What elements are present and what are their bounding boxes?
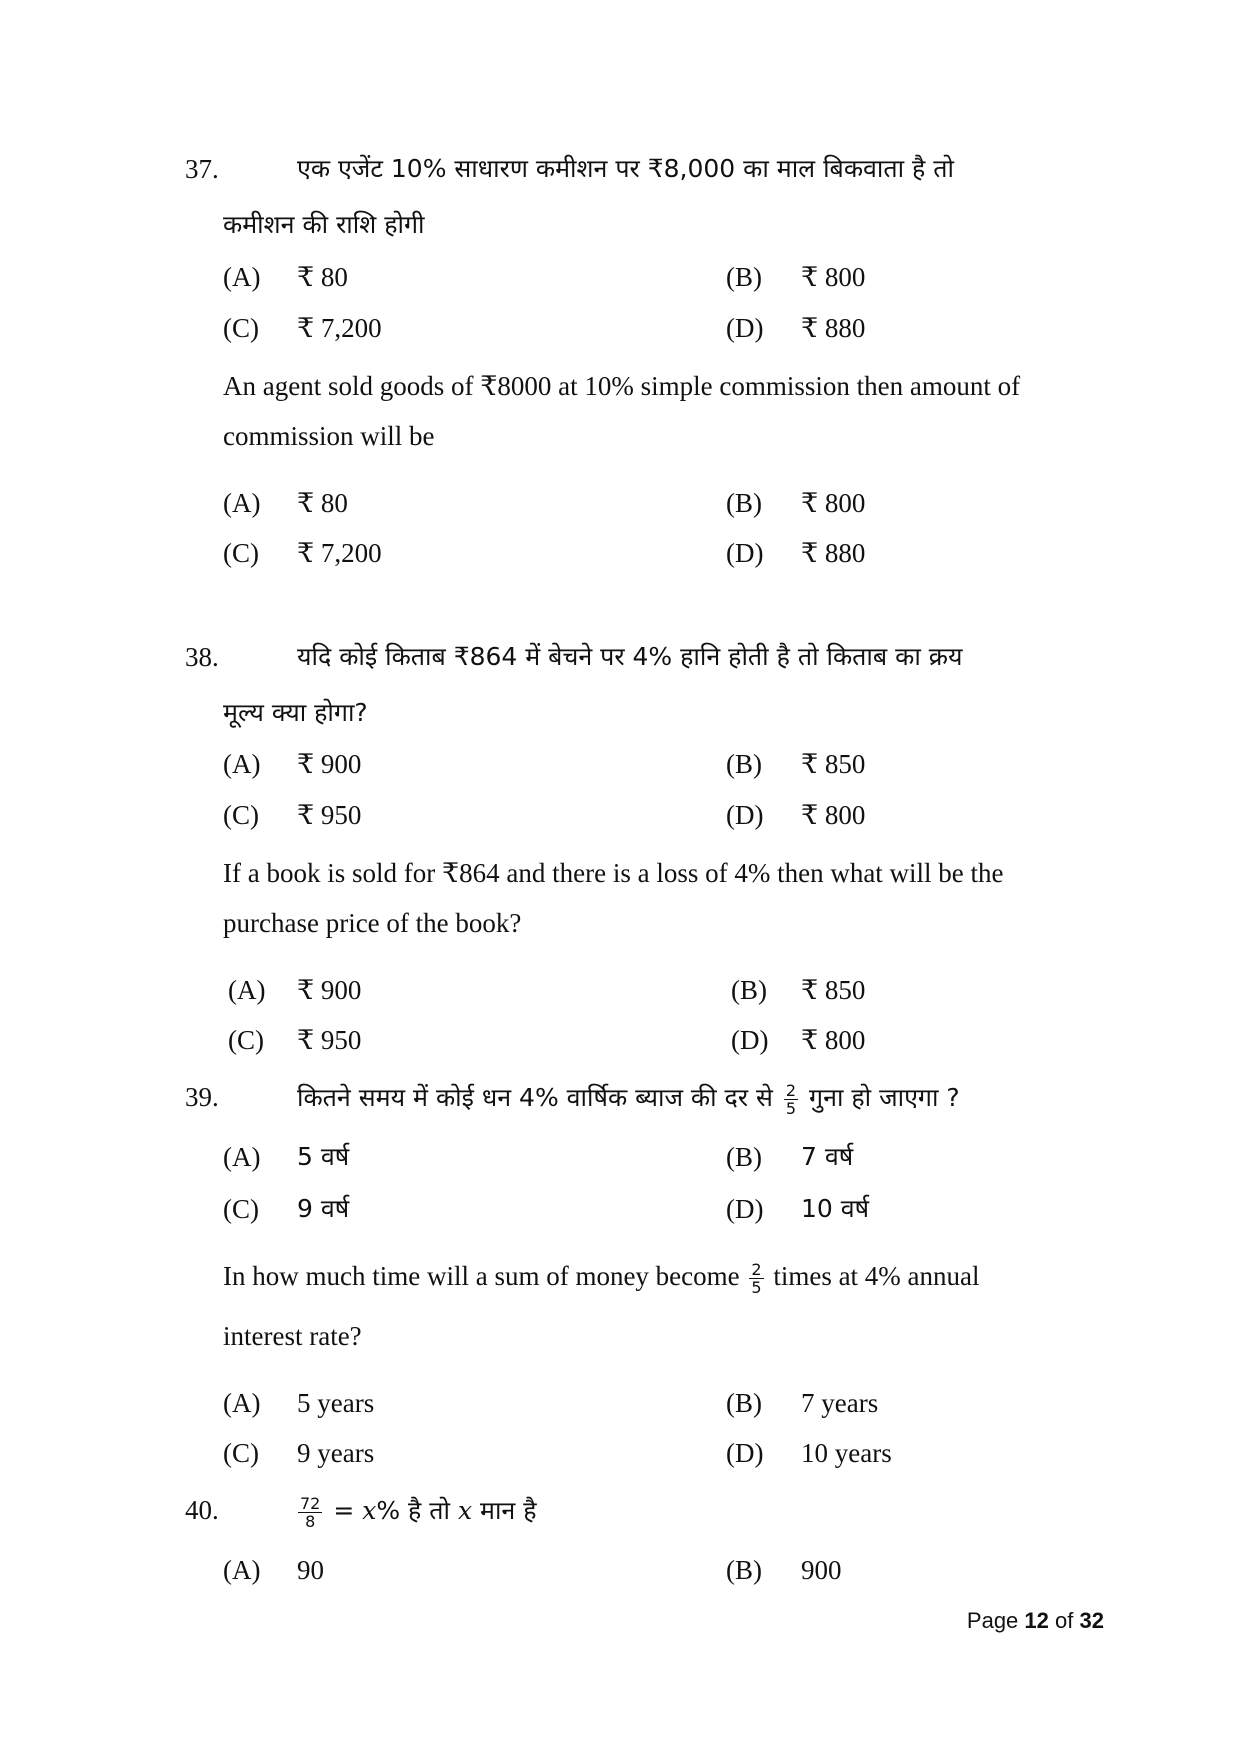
fraction-denominator: 5	[751, 1278, 762, 1298]
option-label: (C)	[223, 1194, 259, 1224]
question-text-english: purchase price of the book?	[223, 908, 522, 938]
question-number: 39.	[185, 1082, 219, 1112]
question-text-english: An agent sold goods of ₹8000 at 10% simple commission then amount of	[223, 371, 1021, 401]
question-text-english-start: In how much time will a sum of money become	[223, 1261, 740, 1291]
option-label: (C)	[223, 313, 259, 343]
question-text-hindi-middle: % है तो	[376, 1496, 450, 1525]
question-text-hindi	[297, 1074, 960, 1122]
page-of: of	[1055, 1608, 1074, 1633]
option-text: ₹ 900	[297, 749, 362, 779]
option-text: ₹ 7,200	[297, 538, 382, 568]
option-text: ₹ 950	[297, 800, 362, 830]
option-text: ₹ 800	[801, 1025, 866, 1055]
option-text: 10 वर्ष	[801, 1194, 870, 1223]
fraction-numerator: 72	[300, 1493, 321, 1513]
fraction-denominator: 8	[305, 1511, 316, 1531]
option-text: 7 years	[801, 1388, 879, 1418]
option-label: (A)	[223, 488, 261, 518]
option-label: (D)	[726, 800, 764, 830]
option-label: (A)	[228, 975, 266, 1005]
option-label: (B)	[726, 749, 762, 779]
question-text-hindi: मूल्य क्या होगा?	[223, 698, 368, 727]
page-number: 12	[1024, 1608, 1049, 1633]
question-text-english: commission will be	[223, 421, 435, 451]
fraction	[784, 1082, 798, 1117]
question-number: 40.	[185, 1495, 219, 1525]
option-text: ₹ 800	[801, 488, 866, 518]
question-text-hindi-end: मान है	[480, 1496, 537, 1525]
option-text: 5 वर्ष	[297, 1142, 350, 1171]
option-label: (B)	[726, 262, 762, 292]
question-text-hindi-end: गुना हो जाएगा ?	[809, 1083, 960, 1112]
option-text: ₹ 80	[297, 488, 348, 518]
option-label: (C)	[228, 1025, 264, 1055]
option-label: (A)	[223, 1555, 261, 1585]
option-label: (A)	[223, 262, 261, 292]
option-text: 5 years	[297, 1388, 375, 1418]
option-label: (A)	[223, 1142, 261, 1172]
option-label: (D)	[726, 538, 764, 568]
question-text-hindi: एक एजेंट 10% साधारण कमीशन पर ₹8,000 का माल बिकवाता है तो	[297, 154, 955, 183]
option-text: ₹ 850	[801, 975, 866, 1005]
option-label: (A)	[223, 749, 261, 779]
fraction-denominator: 5	[785, 1098, 797, 1118]
page-prefix: Page	[966, 1608, 1019, 1633]
option-text: ₹ 800	[801, 800, 866, 830]
option-label: (C)	[223, 1438, 259, 1468]
option-text: 10 years	[801, 1438, 892, 1468]
question-number: 38.	[185, 642, 219, 672]
variable-x: x	[457, 1496, 473, 1525]
question-text-hindi	[295, 1487, 537, 1535]
option-text: 7 वर्ष	[801, 1142, 854, 1171]
option-label: (D)	[726, 1194, 764, 1224]
variable-x: x	[362, 1496, 377, 1525]
option-text: 9 वर्ष	[297, 1194, 350, 1223]
option-label: (C)	[223, 538, 259, 568]
option-text: ₹ 950	[297, 1025, 362, 1055]
question-text-english: interest rate?	[223, 1321, 362, 1351]
option-text: ₹ 850	[801, 749, 866, 779]
option-text: 900	[801, 1555, 842, 1585]
option-label: (C)	[223, 800, 259, 830]
equals-sign: =	[333, 1496, 363, 1525]
option-text: 90	[297, 1555, 324, 1585]
question-text-hindi: कमीशन की राशि होगी	[223, 210, 425, 239]
question-text-hindi: यदि कोई किताब ₹864 में बेचने पर 4% हानि होती है तो किताब का क्रय	[297, 642, 963, 671]
fraction-numerator: 2	[751, 1260, 762, 1280]
fraction	[298, 1495, 322, 1530]
option-text: ₹ 80	[297, 262, 348, 292]
option-text: ₹ 880	[801, 313, 866, 343]
option-text: ₹ 900	[297, 975, 362, 1005]
option-label: (D)	[731, 1025, 769, 1055]
option-text: ₹ 880	[801, 538, 866, 568]
fraction-numerator: 2	[785, 1080, 797, 1100]
page-footer	[967, 1608, 1104, 1634]
option-label: (B)	[726, 1388, 762, 1418]
question-text-english-end: times at 4% annual	[773, 1261, 980, 1291]
question-number: 37.	[185, 154, 219, 184]
option-label: (B)	[726, 1142, 762, 1172]
option-label: (D)	[726, 313, 764, 343]
question-text-english: If a book is sold for ₹864 and there is a loss of 4% then what will be the	[223, 858, 1004, 888]
question-text-english	[223, 1252, 980, 1300]
page-total: 32	[1079, 1608, 1104, 1633]
option-label: (B)	[726, 488, 762, 518]
option-text: 9 years	[297, 1438, 375, 1468]
question-text-hindi-start: कितने समय में कोई धन 4% वार्षिक ब्याज की दर से	[297, 1083, 773, 1112]
option-text: ₹ 7,200	[297, 313, 382, 343]
fraction	[749, 1261, 763, 1296]
option-label: (B)	[726, 1555, 762, 1585]
option-label: (B)	[731, 975, 767, 1005]
option-label: (D)	[726, 1438, 764, 1468]
option-label: (A)	[223, 1388, 261, 1418]
option-text: ₹ 800	[801, 262, 866, 292]
